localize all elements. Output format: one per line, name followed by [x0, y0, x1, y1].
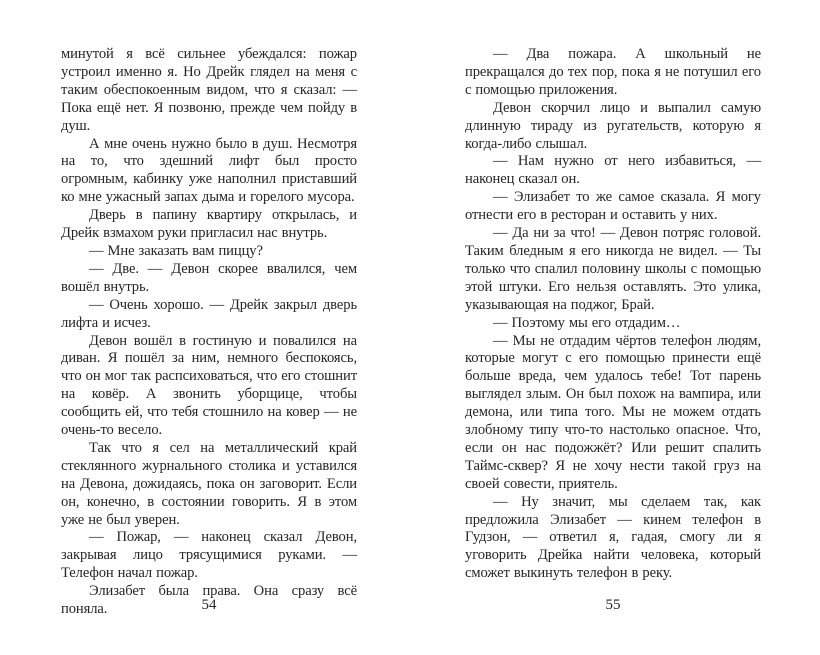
paragraph: — Две. — Девон скорее ввалился, чем вошёл внутрь. [61, 260, 357, 295]
paragraph: — Пожар, — наконец сказал Девон, закрывая лицо трясущимися руками. — Телефон начал пожар. [61, 529, 357, 582]
paragraph: — Элизабет то же самое сказала. Я могу отнести его в ресторан и оставить у них. [465, 189, 761, 224]
paragraph: — Нам нужно от него избавиться, — наконец сказал он. [465, 153, 761, 188]
paragraph: — Мы не отдадим чёртов телефон людям, которые могут с его помощью принести ещё больше вреда, чем удалось тебе! Тот парень выглядел злым. Он был похож на вампира, или демона, или типа того. Мы не можем отдать злобному типу что-то настолько опасное. Что, если он нас подожжёт? Или решит спалить Таймс-сквер? Я не хочу нести такой груз на своей совести, приятель. [465, 332, 761, 492]
paragraph: — Поэтому мы его отдадим… [493, 314, 681, 331]
left-page [61, 46, 357, 619]
paragraph: Девон скорчил лицо и выпалил самую длинную тираду из ругательств, которую я когда-либо слышал. [465, 99, 761, 152]
page-number-left: 54 [201, 597, 217, 613]
paragraph: — Мне заказать вам пиццу? [89, 242, 263, 259]
paragraph: А мне очень нужно было в душ. Несмотря на то, что здешний лифт был просто огромным, кабинку уже наполнил приставший ко мне ужасный запах дыма и горелого мусора. [61, 135, 357, 206]
paragraph: Дверь в папину квартиру открылась, и Дрейк взмахом руки пригласил нас внутрь. [61, 207, 357, 242]
paragraph: — Очень хорошо. — Дрейк закрыл дверь лифта и исчез. [61, 296, 357, 331]
paragraph: Так что я сел на металлический край стеклянного журнального столика и уставился на Девона, дожидаясь, пока он заговорит. Если он, конечно, в состоянии говорить. Я в этом уже не был уверен. [61, 439, 357, 528]
paragraph: Элизабет была права. Она сразу всё поняла. [61, 583, 357, 618]
page-number-right: 55 [605, 597, 621, 613]
paragraph: — Да ни за что! — Девон потряс головой. Таким бледным я его никогда не видел. — Ты только что спалил половину школы с помощью этой штуки. Его нельзя оставлять. Это улика, указывающая на поджог, Брай. [465, 225, 761, 313]
paragraph: Девон вошёл в гостиную и повалился на диван. Я пошёл за ним, немного беспокоясь, что он мог так распсиховаться, что его стошнит на ковёр. А звонить уборщице, чтобы сообщить ей, что тебя стошнило на ковер — не очень-то весело. [61, 332, 357, 439]
paragraph: — Два пожара. А школьный не прекращался до тех пор, пока я не потушил его с помощью приложения. [465, 46, 761, 98]
right-page [465, 46, 761, 583]
paragraph: минутой я всё сильнее убеждался: пожар устроил именно я. Но Дрейк глядел на меня с таким обеспокоенным видом, что я сказал: — Пока ещё нет. Я позвоню, прежде чем пойду в душ. [61, 46, 357, 134]
paragraph: — Ну значит, мы сделаем так, как предложила Элизабет — кинем телефон в Гудзон, — ответил я, гадая, смогу ли я уговорить Дрейка найти человека, который сможет выкинуть телефон в реку. [465, 493, 761, 582]
